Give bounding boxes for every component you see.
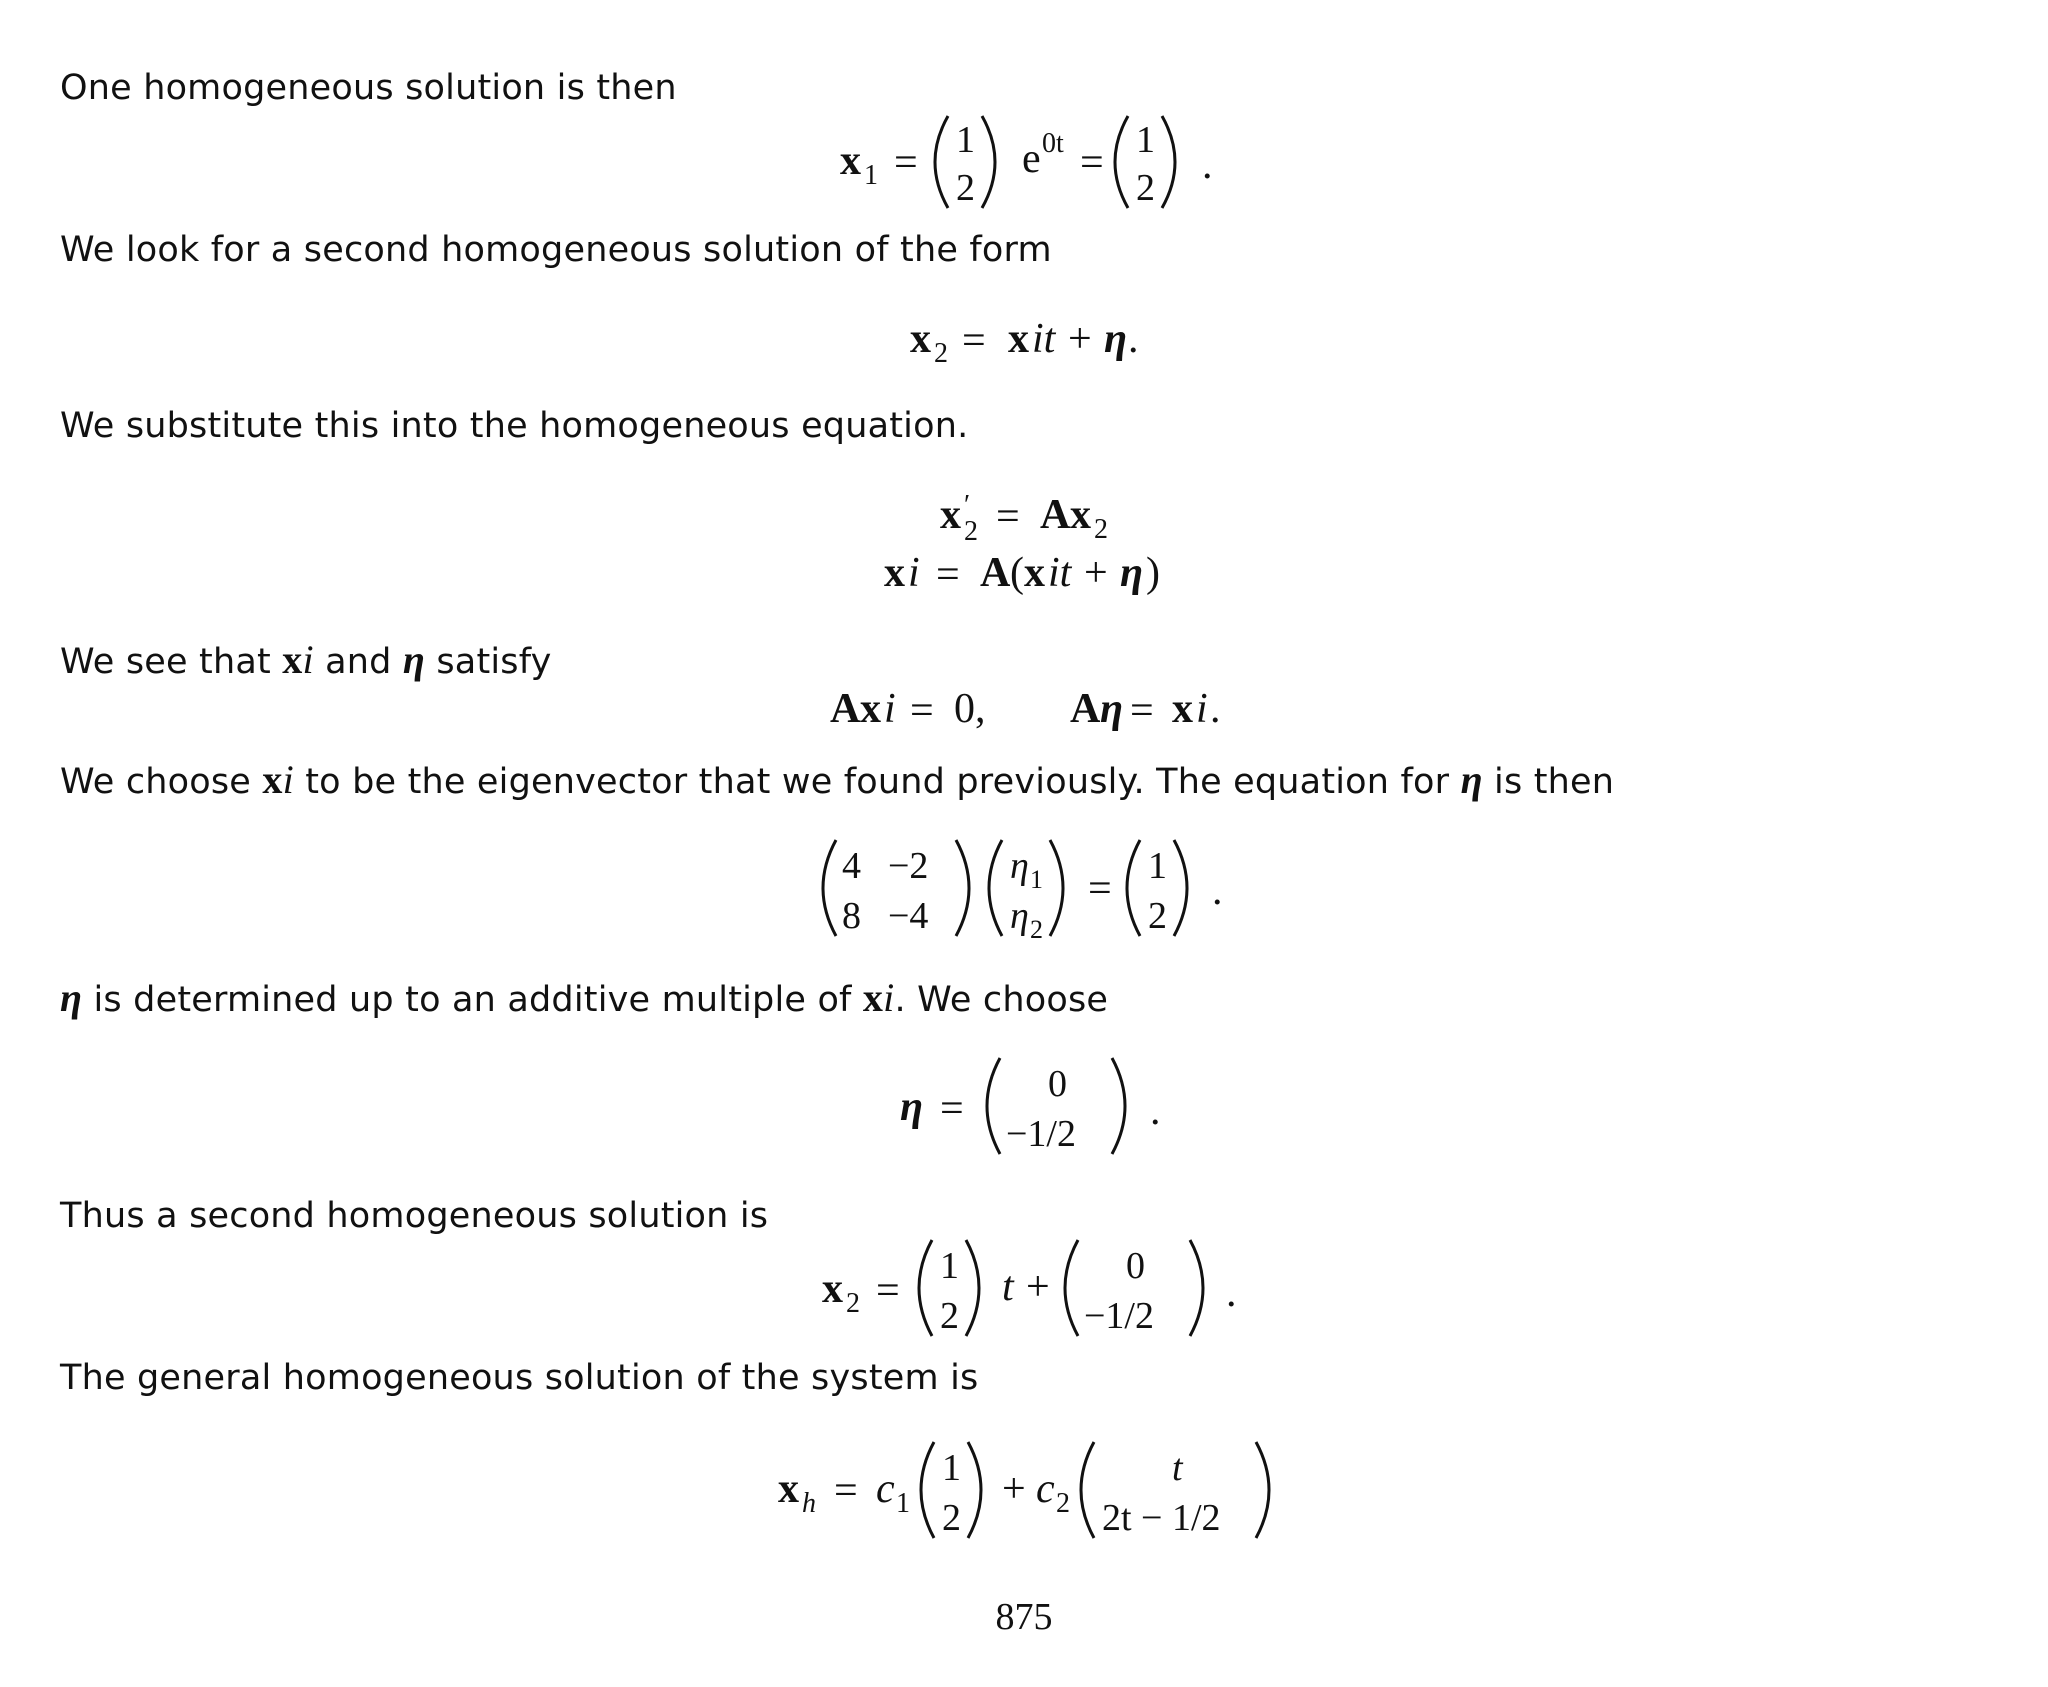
- eq8-c1: c: [876, 1466, 895, 1512]
- paragraph-6: [60, 976, 1108, 1022]
- eq7-plus: +: [1026, 1264, 1050, 1310]
- p4-text-b: and: [313, 642, 403, 682]
- equation-substitution-1: [940, 488, 1160, 548]
- equation-conditions: [830, 680, 1250, 740]
- eq1-v1-bottom: 2: [956, 167, 975, 209]
- eq1-v2-left-paren: [1115, 116, 1128, 208]
- eq8-v1-bottom: 2: [942, 1497, 961, 1539]
- eq3b-open: (: [1010, 550, 1024, 596]
- eq7-lhs-sub: 2: [846, 1288, 860, 1319]
- eq8-v1-left-paren: [921, 1442, 934, 1538]
- equation-eta-choice: [900, 1052, 1170, 1162]
- p6-text-a: is determined up to an additive multiple of: [82, 980, 863, 1020]
- eq5-m21: 8: [842, 895, 861, 937]
- eq3a-x: x: [1070, 492, 1091, 538]
- eq8-plus: +: [1002, 1466, 1026, 1512]
- eq5-rhs-top: 1: [1148, 845, 1167, 887]
- equation-x2-form: [910, 312, 1170, 372]
- eq1-v2-right-paren: [1162, 116, 1175, 208]
- p5-eta: η: [1460, 757, 1483, 802]
- eq6-left-paren: [987, 1058, 1000, 1154]
- eq5-eta1: η: [1010, 845, 1029, 887]
- eq1-exp-power: 0t: [1042, 128, 1064, 159]
- eq5-matrix-right-paren: [956, 840, 969, 936]
- eq6-eta: η: [900, 1084, 924, 1130]
- eq5-rhs-left-paren: [1127, 840, 1140, 936]
- paragraph-4: [60, 638, 552, 684]
- p5-text-b: to be the eigenvector that we found previously. The equation for: [293, 762, 1461, 802]
- eq7-equals: =: [876, 1268, 900, 1314]
- eq8-v2-right-paren: [1256, 1442, 1269, 1538]
- eq7-period: .: [1226, 1270, 1237, 1316]
- eq3b-eta: η: [1120, 550, 1144, 596]
- eq8-equals: =: [834, 1468, 858, 1514]
- equation-x1: [830, 108, 1250, 218]
- eq5-m12: −2: [888, 845, 929, 887]
- eq4-eq2: =: [1130, 688, 1154, 734]
- eq3b-A: A: [980, 550, 1011, 596]
- eq8-v1-top: 1: [942, 1447, 961, 1489]
- eq8-c2: c: [1036, 1466, 1055, 1512]
- eq3b-plus: +: [1084, 550, 1108, 596]
- eq5-m11: 4: [842, 845, 861, 887]
- equation-general-solution: [778, 1436, 1298, 1546]
- page-number: 875: [995, 1596, 1053, 1638]
- eq2-period: .: [1128, 316, 1139, 362]
- eq8-lhs-sub: h: [802, 1488, 816, 1519]
- eq4-x: x: [860, 686, 881, 732]
- paragraph-8: The general homogeneous solution of the system is: [60, 1358, 979, 1398]
- eq4-x2: x: [1172, 686, 1193, 732]
- paragraph-1: One homogeneous solution is then: [60, 68, 677, 108]
- eq3b-equals: =: [936, 552, 960, 598]
- eq6-top: 0: [1048, 1063, 1067, 1105]
- p6-eta: η: [60, 975, 83, 1020]
- eq3b-lhs-i: i: [908, 550, 920, 596]
- p5-xi-x: x: [262, 757, 283, 802]
- eq3a-prime: ′: [964, 490, 971, 521]
- paragraph-3: We substitute this into the homogeneous equation.: [60, 406, 969, 446]
- eq5-matrix-left-paren: [823, 840, 836, 936]
- eq5-eta2-sub: 2: [1030, 915, 1043, 944]
- eq5-eta2: η: [1010, 895, 1029, 937]
- eq5-eta-right-paren: [1050, 840, 1063, 936]
- eq2-rhs-it: it: [1032, 316, 1056, 362]
- eq4-A1: A: [830, 686, 861, 732]
- eq2-eta: η: [1104, 316, 1128, 362]
- eq1-v2-bottom: 2: [1136, 167, 1155, 209]
- p5-xi-i: i: [282, 757, 294, 802]
- eq4-i: i: [884, 686, 896, 732]
- eq8-v2-left-paren: [1081, 1442, 1094, 1538]
- eq7-v2-top: 0: [1126, 1245, 1145, 1287]
- eq5-rhs-bottom: 2: [1148, 895, 1167, 937]
- eq1-v1-top: 1: [956, 119, 975, 161]
- eq3a-equals: =: [996, 494, 1020, 540]
- p4-eta: η: [402, 637, 426, 682]
- eq3a-sub2: 2: [1094, 514, 1108, 545]
- eq4-eta: η: [1100, 686, 1124, 732]
- p4-text-a: We see that: [60, 642, 283, 682]
- eq1-exp-base: e: [1022, 136, 1041, 182]
- p6-text-b: . We choose: [894, 980, 1109, 1020]
- eq1-period: .: [1202, 142, 1213, 188]
- eq7-v2-bottom: −1/2: [1084, 1295, 1154, 1337]
- eq7-v1-top: 1: [940, 1245, 959, 1287]
- eq8-c2-sub: 2: [1056, 1488, 1070, 1519]
- paragraph-7: Thus a second homogeneous solution is: [60, 1196, 769, 1236]
- eq6-bottom: −1/2: [1006, 1113, 1076, 1155]
- eq1-v2-top: 1: [1136, 119, 1155, 161]
- eq3b-it: it: [1048, 550, 1072, 596]
- eq6-equals: =: [940, 1086, 964, 1132]
- eq1-equals-2: =: [1080, 140, 1104, 186]
- eq4-zero: 0,: [954, 686, 986, 732]
- p6-xi-i: i: [883, 975, 895, 1020]
- eq1-v1-left-paren: [935, 116, 948, 208]
- p5-text-a: We choose: [60, 762, 263, 802]
- p4-xi-x: x: [282, 637, 303, 682]
- paragraph-5: [60, 758, 1614, 804]
- eq5-eta-left-paren: [989, 840, 1002, 936]
- p5-text-c: is then: [1482, 762, 1615, 802]
- eq5-period: .: [1212, 868, 1223, 914]
- equation-second-solution: [822, 1234, 1252, 1344]
- equation-eta-system: [818, 834, 1248, 944]
- eq7-v2-left-paren: [1065, 1240, 1078, 1336]
- eq8-lhs: x: [778, 1466, 799, 1512]
- eq8-v2-bottom: 2t − 1/2: [1102, 1497, 1221, 1539]
- eq2-plus: +: [1068, 316, 1092, 362]
- eq3b-lhs-x: x: [884, 550, 905, 596]
- eq3a-A: A: [1040, 492, 1071, 538]
- eq8-v1-right-paren: [968, 1442, 981, 1538]
- eq8-c1-sub: 1: [896, 1488, 910, 1519]
- eq5-m22: −4: [888, 895, 929, 937]
- eq5-equals: =: [1088, 866, 1112, 912]
- eq7-lhs: x: [822, 1266, 843, 1312]
- eq6-period: .: [1150, 1088, 1161, 1134]
- eq7-v1-left-paren: [919, 1240, 932, 1336]
- eq4-i2: i: [1196, 686, 1208, 732]
- eq1-v1-right-paren: [982, 116, 995, 208]
- eq7-v1-right-paren: [966, 1240, 979, 1336]
- eq6-right-paren: [1112, 1058, 1125, 1154]
- eq1-lhs-sub: 1: [864, 160, 878, 191]
- eq3b-close: ): [1146, 550, 1160, 596]
- eq4-period: .: [1210, 686, 1221, 732]
- eq7-v2-right-paren: [1190, 1240, 1203, 1336]
- eq1-lhs: x: [840, 138, 861, 184]
- eq2-rhs-x: x: [1008, 316, 1029, 362]
- eq2-lhs-sub: 2: [934, 338, 948, 369]
- p4-text-c: satisfy: [425, 642, 552, 682]
- eq5-rhs-right-paren: [1174, 840, 1187, 936]
- eq1-equals: =: [894, 140, 918, 186]
- eq7-v1-bottom: 2: [940, 1295, 959, 1337]
- eq4-A2: A: [1070, 686, 1101, 732]
- p6-xi-x: x: [862, 975, 884, 1020]
- p4-xi-i: i: [302, 637, 314, 682]
- eq2-lhs: x: [910, 316, 931, 362]
- paragraph-2: We look for a second homogeneous solution of the form: [60, 230, 1052, 270]
- eq3b-x: x: [1024, 550, 1045, 596]
- eq3a-sub: 2: [964, 516, 978, 547]
- equation-substitution-2: [884, 546, 1204, 606]
- eq7-t: t: [1002, 1264, 1014, 1310]
- eq5-eta1-sub: 1: [1030, 865, 1043, 894]
- eq8-v2-top: t: [1172, 1447, 1183, 1489]
- eq3a-lhs: x: [940, 492, 961, 538]
- eq2-equals: =: [962, 318, 986, 364]
- eq4-eq1: =: [910, 688, 934, 734]
